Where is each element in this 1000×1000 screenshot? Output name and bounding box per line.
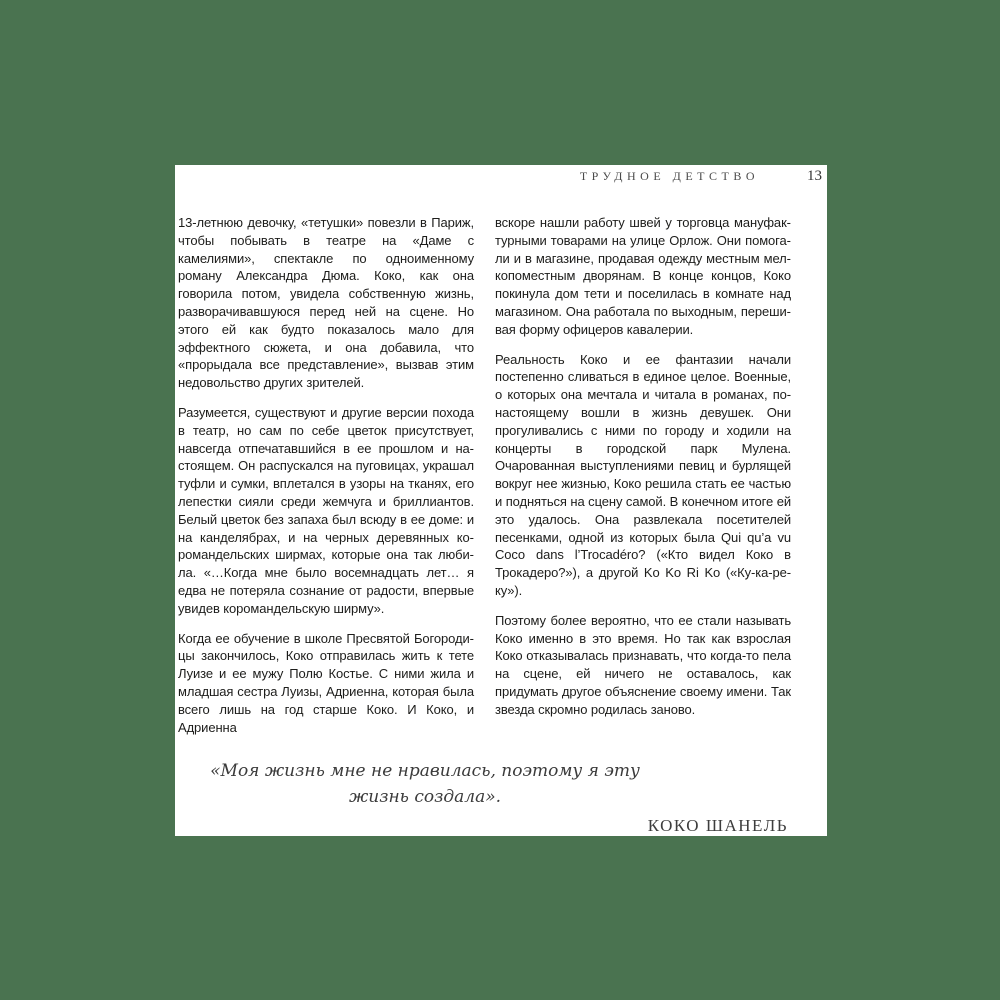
column-right [495,214,791,736]
paragraph: Когда ее обучение в школе Пресвятой Богородицы закончилось, Коко отправилась жить к тете Луизе и ее мужу Полю Костье. С ними жила и младшая сестра Луизы, Адриенна, которая была всего лишь на год старше Коко. И Коко, и Адриенна [178,630,474,735]
chapter-title: ТРУДНОЕ ДЕТСТВО [579,169,759,183]
quote-attribution: КОКО ШАНЕЛЬ [647,816,788,835]
paragraph: 13-летнюю девочку, «тетушки» повезли в Париж, чтобы побывать в театре на «Даме с камелиями», спектакле по одноименному роману Александра Дюма. Коко, как она говорила потом, увидела собственную жизнь, разворачивавшуюся перед ней на сцене. Но этого ей как будто показалось мало для эффектного сюжета, и она добавила, что «прорыдала все представление», вызвав этим недовольство других зрителей. [178,215,474,391]
paragraph: Разумеется, существуют и другие версии похода в театр, но сам по себе цветок присутствует, навсегда отпечатавшийся в ее прошлом и настоящем. Он распускался на пуговицах, украшал туфли и сумки, вплетался в узоры на тканях, его лепестки сияли среди жемчуга и бриллиантов. Белый цветок без запаха был всюду в ее доме: и на канделябрах, и на черных деревянных коромандельских ширмах, которые она так любила. «…Когда мне было восемнадцать лет… я едва не потеряла сознание от радости, впервые увидев коромандельскую ширму». [178,404,474,616]
column-left [178,214,474,736]
book-page [175,165,827,836]
text-columns [178,214,791,736]
page-header [175,168,822,185]
paragraph: Реальность Коко и ее фантазии начали постепенно сливаться в единое целое. Военные, о которых она мечтала и читала в романах, по-настоящему вошли в жизнь девушек. Они прогуливались с ними по городу и ходили на концерты в городской парк Мулена. Очарованная выступлениями певиц и бурлящей вокруг нее жизнью, Коко решила стать ее частью и подняться на сцену самой. В конечном итоге ей это удалось. Она развлекала посетителей песенками, одной из которых была Qui qu’a vu Coco dans l’Trocadéro? («Кто видел Коко в Трокадеро?»), а другой Ko Ko Ri Ko («Ку-ка-ре-ку»). [495,351,791,598]
paragraph: вскоре нашли работу швей у торговца мануфактурными товарами на улице Орлож. Они помогали и в магазине, продавая одежду местным мелкопоместным дворянам. В конце концов, Коко покинула дом тети и поселилась в комнате над магазином. Она работала по выходным, перешивая форму офицеров кавалерии. [495,215,791,337]
quote-line-1: «Моя жизнь мне не нравилась, поэтому я эту [210,761,640,781]
page-number: 13 [807,168,822,184]
quote-line-2: жизнь создала». [348,787,502,807]
paragraph: Поэтому более вероятно, что ее стали называть Коко именно в это время. Но так как взрослая Коко отказывалась признавать, что когда-то пела на сцене, ей ничего не оставалось, как придумать другое объяснение своему имени. Так звезда скромно родилась заново. [495,612,791,717]
pull-quote [178,758,672,810]
